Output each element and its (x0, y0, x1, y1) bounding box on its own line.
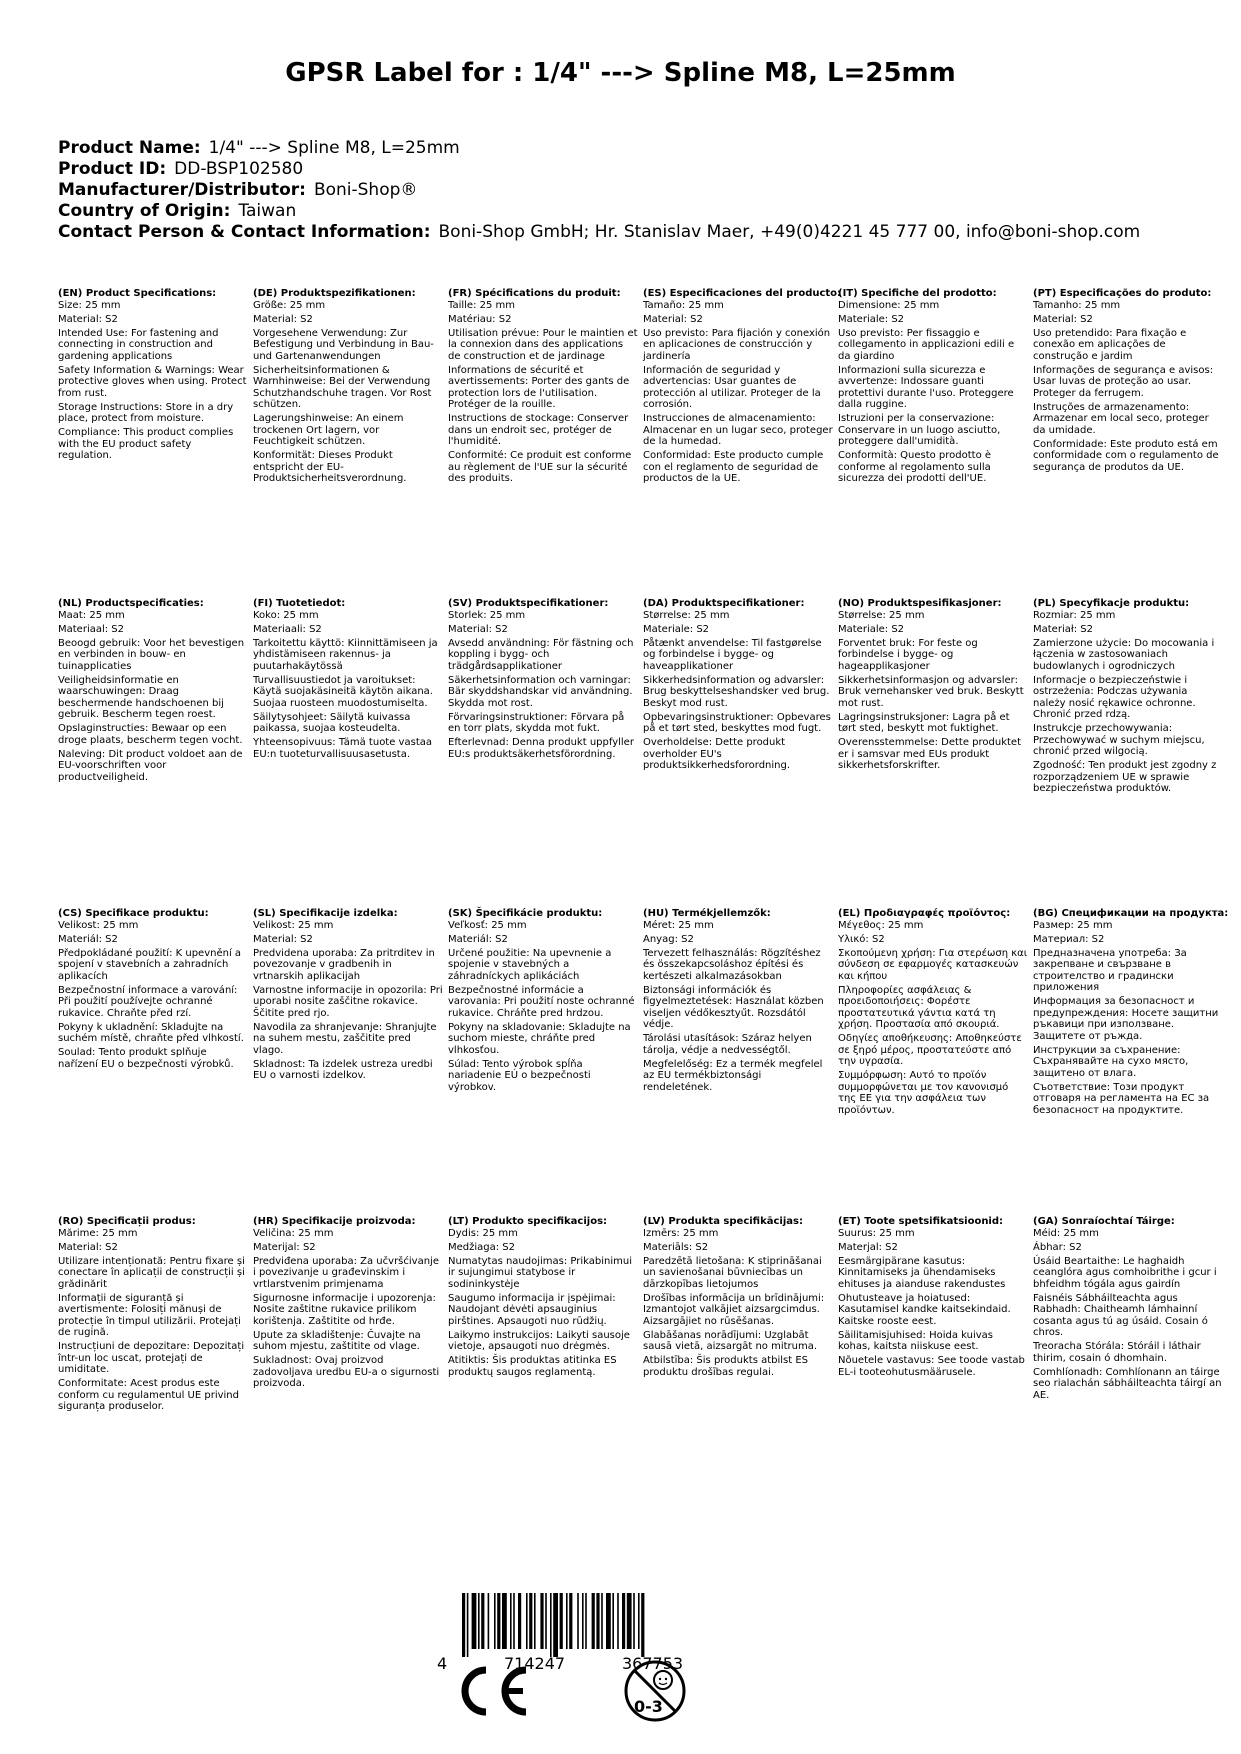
spec-line: Drošības informācija un brīdinājumi: Izmantojot valkājiet aizsargcimdus. Aizsargājiet no rūsēšanas. (643, 1292, 825, 1327)
spec-line: Instrucțiuni de depozitare: Depozitați într-un loc uscat, protejați de umiditate. (58, 1341, 245, 1375)
spec-line: Sikkerhedsinformation og advarsler: Brug beskyttelseshandsker ved brug. Beskyt mod rust. (643, 674, 830, 709)
spec-line: Predvidena uporaba: Za pritrditev in povezovanje v gradbenih in vrtnarskih aplikacijah (253, 947, 435, 982)
spec-line: Uso previsto: Para fijación y conexión en aplicaciones de construcción y jardinería (643, 327, 831, 362)
spec-line: Nõuetele vastavus: See toode vastab EL-i tooteohutusmäärusele. (838, 1355, 1025, 1378)
spec-line: Informacje o bezpieczeństwie i ostrzeżenia: Podczas używania należy nosić rękawice ochronne. Chronić przed rdzą. (1033, 674, 1196, 720)
spec-heading: (FR) Spécifications du produit: (448, 288, 621, 299)
spec-line: Materiál: S2 (448, 933, 508, 945)
spec-heading: (LT) Produkto specifikacijos: (448, 1216, 608, 1227)
spec-line: Conformité: Ce produit est conforme au règlement de l'UE sur la sécurité des produits. (448, 450, 632, 484)
spec-line: Предназначена употреба: За закрепване и свързване в строителство и градински приложения (1033, 947, 1187, 993)
spec-line: Atitiktis: Šis produktas atitinka ES produktų saugos reglamentą. (448, 1355, 617, 1378)
spec-block (448, 598, 638, 763)
spec-line: Faisnéis Sábháilteachta agus Rabhadh: Chaitheamh lámhainní cosanta agus tú ag úsáid. Cosain ó chros. (1033, 1292, 1208, 1338)
spec-line: Informations de sécurité et avertissements: Porter des gants de protection lors de l'utilisation. Protéger de la rouille. (448, 364, 630, 410)
spec-heading: (RO) Specificații produs: (58, 1216, 196, 1227)
spec-line: Sicherheitsinformationen & Warnhinweise: Bei der Verwendung Schutzhandschuhe tragen. Vor Rost schützen. (253, 364, 432, 410)
spec-line: Bezpečnostní informace a varování: Při použití používejte ochranné rukavice. Chraňte před rzí. (58, 984, 238, 1019)
spec-line: Veľkosť: 25 mm (448, 919, 527, 931)
spec-line: Koko: 25 mm (253, 609, 319, 621)
spec-line: Οδηγίες αποθήκευσης: Αποθηκεύστε σε ξηρό μέρος, προστατεύστε από την υγρασία. (838, 1033, 1022, 1067)
spec-line: Zamierzone użycie: Do mocowania i łączenia w zastosowaniach budowlanych i ogrodniczych (1033, 637, 1215, 672)
spec-line: Opbevaringsinstruktioner: Opbevares på et tørt sted, beskyttes mod fugt. (643, 711, 831, 734)
barcode (432, 1593, 740, 1673)
spec-block (1033, 1216, 1223, 1404)
spec-line: Suurus: 25 mm (838, 1227, 915, 1239)
spec-line: Zgodność: Ten produkt jest zgodny z rozporządzeniem UE w sprawie bezpieczeństwa produktów. (1033, 760, 1217, 794)
spec-line: Material: S2 (1033, 313, 1093, 325)
spec-heading: (IT) Specifiche del prodotto: (838, 288, 997, 299)
spec-line: Navodila za shranjevanje: Shranjujte na suhem mestu, zaščitite pred vlago. (253, 1021, 437, 1056)
spec-line: Treoracha Stórála: Stóráil i láthair thirim, cosain ó dhomhain. (1033, 1341, 1201, 1364)
spec-line: Anyag: S2 (643, 933, 694, 945)
spec-line: Varnostne informacije in opozorila: Pri uporabi nosite zaščitne rokavice. Ščitite pred rjo. (253, 984, 443, 1019)
spec-line: Méret: 25 mm (643, 919, 714, 931)
spec-line: Μέγεθος: 25 mm (838, 919, 924, 931)
spec-line: Materiale: S2 (838, 623, 905, 635)
spec-line: Forventet bruk: For feste og forbindelse i bygge- og hageapplikasjoner (838, 637, 978, 672)
spec-block (643, 288, 842, 487)
spec-line: Rozmiar: 25 mm (1033, 609, 1116, 621)
spec-line: Material: S2 (58, 313, 118, 325)
ce-mark-icon (450, 1664, 530, 1722)
spec-line: Инструкции за съхранение: Съхранявайте на сухо място, защитено от влага. (1033, 1044, 1189, 1079)
spec-line: Velikost: 25 mm (253, 919, 334, 931)
spec-line: Storlek: 25 mm (448, 609, 526, 621)
spec-line: Υλικό: S2 (838, 933, 885, 945)
spec-line: Predviđena uporaba: Za učvršćivanje i povezivanje u građevinskim i vrtlarstvenim primjenama (253, 1255, 439, 1290)
spec-block (448, 908, 638, 1096)
spec-line: Instructions de stockage: Conserver dans un endroit sec, protéger de l'humidité. (448, 413, 629, 447)
spec-line: Материал: S2 (1033, 933, 1105, 945)
spec-line: Tarkoitettu käyttö: Kiinnittämiseen ja yhdistämiseen rakennus- ja puutarhakäytössä (253, 637, 438, 672)
spec-line: Instrukcje przechowywania: Przechowywać w suchym miejscu, chronić przed wilgocią. (1033, 723, 1205, 757)
spec-block (448, 1216, 638, 1381)
spec-line: Conformidade: Este produto está em conformidade com o regulamento de segurança de produtos da UE. (1033, 438, 1219, 473)
spec-heading: (GA) Sonraíochtaí Táirge: (1033, 1216, 1175, 1227)
spec-line: Sikkerhetsinformasjon og advarsler: Bruk vernehansker ved bruk. Beskytt mot rust. (838, 674, 1024, 709)
spec-block (58, 908, 248, 1073)
spec-line: Materiale: S2 (643, 623, 710, 635)
barcode-left-digits: 714247 (504, 1654, 566, 1673)
spec-line: Ábhar: S2 (1033, 1241, 1082, 1253)
spec-line: Size: 25 mm (58, 299, 121, 311)
spec-block (58, 288, 248, 464)
spec-line: Dimensione: 25 mm (838, 299, 940, 311)
spec-line: Material: S2 (643, 313, 703, 325)
spec-block (58, 598, 248, 786)
spec-line: Předpokládané použití: K upevnění a spojení v stavebních a zahradních aplikacích (58, 947, 242, 982)
spec-line: Konformität: Dieses Produkt entspricht der EU-Produktsicherheitsverordnung. (253, 450, 407, 484)
info-product-name: Product Name: 1/4" ---> Spline M8, L=25mm (58, 138, 460, 158)
spec-line: Megfelelőség: Ez a termék megfelel az EU termékbiztonsági rendeletének. (643, 1058, 823, 1093)
spec-line: Numatytas naudojimas: Prikabinimui ir sujungimui statybose ir sodininkystėje (448, 1255, 633, 1290)
spec-heading: (FI) Tuotetiedot: (253, 598, 346, 609)
spec-line: Naleving: Dit product voldoet aan de EU-voorschriften voor productveiligheid. (58, 748, 243, 783)
spec-line: Tervezett felhasználás: Rögzítéshez és összekapcsoláshoz építési és kertészeti alkalmazásokban (643, 947, 821, 982)
info-manufacturer: Manufacturer/Distributor: Boni-Shop® (58, 180, 418, 200)
spec-heading: (HR) Specifikacije proizvoda: (253, 1216, 416, 1227)
barcode-right-digits: 367753 (622, 1654, 684, 1673)
spec-block (253, 598, 443, 763)
spec-line: Súlad: Tento výrobok spĺňa nariadenie EÚ o bezpečnosti výrobkov. (448, 1058, 591, 1093)
spec-block (1033, 598, 1223, 797)
spec-line: Overholdelse: Dette produkt overholder EU's produktsikkerhedsforordning. (643, 737, 791, 771)
spec-block (643, 598, 833, 774)
spec-line: Matériau: S2 (448, 313, 512, 325)
spec-line: Eesmärgipärane kasutus: Kinnitamiseks ja ühendamiseks ehituses ja aianduse rakendustes (838, 1255, 1006, 1290)
spec-line: Tamanho: 25 mm (1033, 299, 1121, 311)
spec-line: Materijal: S2 (253, 1241, 316, 1253)
spec-heading: (PT) Especificações do produto: (1033, 288, 1212, 299)
spec-line: Informații de siguranță și avertismente: Folosiți mănuși de protecție în timpul utilizării. Protejați de rugină. (58, 1292, 241, 1338)
spec-line: Intended Use: For fastening and connecting in construction and gardening applications (58, 327, 219, 362)
spec-line: Turvallisuustiedot ja varoitukset: Käytä suojakäsineitä käytön aikana. Suojaa ruosteen muodostumiselta. (253, 674, 433, 709)
spec-heading: (LV) Produkta specifikācijas: (643, 1216, 803, 1227)
spec-line: Istruzioni per la conservazione: Conservare in un luogo asciutto, proteggere dall'umidità. (838, 413, 1001, 447)
spec-line: Určené použitie: Na upevnenie a spojenie v stavebných a záhradníckych aplikáciách (448, 947, 612, 982)
spec-line: Dydis: 25 mm (448, 1227, 518, 1239)
spec-line: Izmērs: 25 mm (643, 1227, 719, 1239)
spec-line: Utilisation prévue: Pour le maintien et la connexion dans des applications de construction et de jardinage (448, 327, 638, 362)
spec-block (58, 1216, 248, 1415)
spec-line: Materiál: S2 (58, 933, 118, 945)
info-country-of-origin: Country of Origin: Taiwan (58, 201, 297, 221)
spec-line: Uso pretendido: Para fixação e conexão em aplicações de construção e jardim (1033, 327, 1187, 362)
age-label: 0-3 (634, 1697, 663, 1716)
spec-line: Skladnost: Ta izdelek ustreza uredbi EU o varnosti izdelkov. (253, 1058, 433, 1081)
spec-line: Conformità: Questo prodotto è conforme al regolamento sulla sicurezza dei prodotti dell'UE. (838, 450, 992, 484)
spec-line: Размер: 25 mm (1033, 919, 1113, 931)
spec-line: Materjal: S2 (838, 1241, 898, 1253)
spec-line: Materiāls: S2 (643, 1241, 709, 1253)
age-warning-0-3-icon (622, 1658, 688, 1728)
spec-heading: (SL) Specifikacije izdelka: (253, 908, 398, 919)
spec-line: Størrelse: 25 mm (643, 609, 730, 621)
spec-block (838, 598, 1028, 774)
spec-line: Glabāšanas norādījumi: Uzglabāt sausā vietā, aizsargāt no mitruma. (643, 1329, 818, 1352)
spec-line: Informações de segurança e avisos: Usar luvas de proteção ao usar. Proteger da ferrugem. (1033, 364, 1214, 399)
spec-line: Mărime: 25 mm (58, 1227, 138, 1239)
spec-line: Informazioni sulla sicurezza e avvertenze: Indossare guanti protettivi durante l'uso. Proteggere dalla ruggine. (838, 364, 1014, 410)
spec-line: Méid: 25 mm (1033, 1227, 1099, 1239)
spec-line: Säilitamisjuhised: Hoida kuivas kohas, kaitsta niiskuse eest. (838, 1329, 994, 1352)
spec-line: Conformidad: Este producto cumple con el reglamento de seguridad de productos de la UE. (643, 450, 824, 484)
spec-block (253, 908, 443, 1084)
spec-line: Laikymo instrukcijos: Laikyti sausoje vietoje, apsaugoti nuo drėgmės. (448, 1329, 630, 1352)
spec-line: Pokyny na skladovanie: Skladujte na suchom mieste, chráňte pred vlhkosťou. (448, 1021, 631, 1056)
spec-line: Instruções de armazenamento: Armazenar em local seco, proteger da umidade. (1033, 401, 1209, 436)
spec-line: Medžiaga: S2 (448, 1241, 516, 1253)
spec-block (448, 288, 638, 487)
spec-line: Größe: 25 mm (253, 299, 326, 311)
spec-line: Material: S2 (253, 313, 313, 325)
spec-heading: (BG) Спецификации на продукта: (1033, 908, 1229, 919)
spec-line: Lagringsinstruksjoner: Lagra på et tørt sted, beskytt mot fuktighet. (838, 711, 1010, 734)
spec-line: Pokyny k ukladnění: Skladujte na suchém místě, chraňte před vlhkostí. (58, 1021, 244, 1044)
spec-heading: (EL) Προδιαγραφές προϊόντος: (838, 908, 1011, 919)
spec-line: Sukladnost: Ovaj proizvod zadovoljava uredbu EU-a o sigurnosti proizvoda. (253, 1355, 440, 1389)
spec-block (1033, 908, 1229, 1119)
spec-heading: (PL) Specyfikacje produktu: (1033, 598, 1190, 609)
spec-block (838, 908, 1028, 1119)
spec-line: Информация за безопасност и предупреждения: Носете защитни ръкавици при използване. Защитете от ръжда. (1033, 996, 1219, 1042)
spec-line: Ohutusteave ja hoiatused: Kasutamisel kandke kaitsekindaid. Kaitske rooste eest. (838, 1292, 1011, 1327)
spec-line: Material: S2 (58, 1241, 118, 1253)
spec-line: Overensstemmelse: Dette produktet er i samsvar med EUs produkt sikkerhetsforskrifter. (838, 737, 1021, 771)
spec-line: Veiligheidsinformatie en waarschuwingen: Draag beschermende handschoenen bij gebruik. Bescherm tegen roest. (58, 674, 224, 720)
spec-line: Materiał: S2 (1033, 623, 1093, 635)
spec-line: Lagerungshinweise: An einem trockenen Ort lagern, vor Feuchtigkeit schützen. (253, 413, 404, 447)
spec-line: Yhteensopivuus: Tämä tuote vastaa EU:n tuoteturvallisuusasetusta. (253, 737, 432, 760)
spec-line: Съответствие: Този продукт отговаря на регламента на ЕС за безопасност на продуктите. (1033, 1081, 1210, 1116)
spec-line: Safety Information & Warnings: Wear protective gloves when using. Protect from rust. (58, 364, 247, 399)
spec-line: Información de seguridad y advertencias: Usar guantes de protección al utilizar. Proteger de la corrosión. (643, 364, 821, 410)
spec-line: Taille: 25 mm (448, 299, 516, 311)
spec-line: Πληροφορίες ασφάλειας & προειδοποιήσεις: Φορέστε προστατευτικά γάντια κατά τη χρήση. Προστασία από σκουριά. (838, 984, 1000, 1030)
spec-line: Úsáid Beartaithe: Le haghaidh ceanglóra agus comhoibrithe i gcur i bhfeidhm tógála agus gairdín (1033, 1255, 1217, 1290)
spec-block (838, 1216, 1028, 1381)
spec-block (643, 908, 833, 1096)
spec-line: Soulad: Tento produkt splňuje nařízení EU o bezpečnosti výrobků. (58, 1047, 234, 1070)
spec-line: Saugumo informacija ir įspėjimai: Naudojant dėvėti apsauginius pirštines. Apsaugoti nuo rūdžių. (448, 1292, 616, 1327)
spec-line: Conformitate: Acest produs este conform cu regulamentul UE privind siguranța produselor. (58, 1378, 239, 1412)
spec-heading: (NL) Productspecificaties: (58, 598, 204, 609)
spec-line: Utilizare intenționată: Pentru fixare și conectare în aplicații de construcții și grădinărit (58, 1255, 245, 1290)
spec-line: Sigurnosne informacije i upozorenja: Nosite zaštitne rukavice prilikom korištenja. Zaštitite od hrđe. (253, 1292, 436, 1327)
spec-line: Tárolási utasítások: Száraz helyen tárolja, védje a nedvességtől. (643, 1033, 812, 1056)
spec-heading: (ES) Especificaciones del producto: (643, 288, 842, 299)
spec-line: Compliance: This product complies with the EU product safety regulation. (58, 427, 234, 461)
spec-line: Instrucciones de almacenamiento: Almacenar en un lugar seco, proteger de la humedad. (643, 413, 833, 447)
spec-line: Förvaringsinstruktioner: Förvara på en torr plats, skydda mot fukt. (448, 711, 625, 734)
spec-line: Material: S2 (253, 933, 313, 945)
spec-heading: (SK) Špecifikácie produktu: (448, 908, 603, 919)
info-product-id: Product ID: DD-BSP102580 (58, 159, 304, 179)
spec-heading: (NO) Produktspesifikasjoner: (838, 598, 1002, 609)
spec-heading: (DE) Produktspezifikationen: (253, 288, 416, 299)
spec-line: Beoogd gebruik: Voor het bevestigen en verbinden in bouw- en tuinapplicaties (58, 637, 245, 672)
spec-line: Biztonsági információk és figyelmeztetések: Használat közben viseljen védőkesztyűt. Rozsdától védje. (643, 984, 824, 1030)
spec-line: Avsedd användning: För fästning och koppling i bygg- och trädgårdsapplikationer (448, 637, 634, 672)
spec-line: Atbilstība: Šis produkts atbilst ES produktu drošības regulai. (643, 1355, 809, 1378)
info-contact: Contact Person & Contact Information: Boni-Shop GmbH; Hr. Stanislav Maer, +49(0)4221 45 777 00, info@boni-shop.com (58, 222, 1141, 242)
spec-line: Materiaal: S2 (58, 623, 125, 635)
spec-heading: (CS) Specifikace produktu: (58, 908, 209, 919)
spec-line: Materiale: S2 (838, 313, 905, 325)
spec-line: Veličina: 25 mm (253, 1227, 334, 1239)
spec-line: Tamaño: 25 mm (643, 299, 724, 311)
spec-line: Comhlíonadh: Comhlíonann an táirge seo rialachán sábháilteachta táirgí an AE. (1033, 1366, 1222, 1401)
spec-line: Uso previsto: Per fissaggio e collegamento in applicazioni edili e da giardino (838, 327, 1015, 362)
page-title: GPSR Label for : 1/4" ---> Spline M8, L=25mm (285, 58, 956, 88)
spec-block (253, 288, 443, 487)
spec-heading: (ET) Toote spetsifikatsioonid: (838, 1216, 1004, 1227)
spec-block (1033, 288, 1223, 476)
barcode-bars-icon (462, 1593, 710, 1657)
spec-line: Efterlevnad: Denna produkt uppfyller EU:s produktsäkerhetsförordning. (448, 737, 634, 760)
spec-line: Påtænkt anvendelse: Til fastgørelse og forbindelse i bygge- og haveapplikationer (643, 637, 822, 672)
spec-line: Säkerhetsinformation och varningar: Bär skyddshandskar vid användning. Skydda mot rost. (448, 674, 633, 709)
spec-heading: (EN) Product Specifications: (58, 288, 217, 299)
spec-line: Storage Instructions: Store in a dry place, protect from moisture. (58, 401, 234, 424)
spec-line: Størrelse: 25 mm (838, 609, 925, 621)
product-info (58, 138, 1198, 243)
spec-line: Materiaali: S2 (253, 623, 322, 635)
spec-line: Opslaginstructies: Bewaar op een droge plaats, bescherm tegen vocht. (58, 723, 243, 746)
spec-heading: (HU) Termékjellemzők: (643, 908, 771, 919)
spec-block (838, 288, 1028, 487)
spec-line: Vorgesehene Verwendung: Zur Befestigung und Verbindung in Bau- und Gartenanwendungen (253, 327, 434, 362)
barcode-first-digit: 4 (437, 1654, 448, 1673)
spec-line: Material: S2 (448, 623, 508, 635)
spec-line: Säilytysohjeet: Säilytä kuivassa paikassa, suojaa kosteudelta. (253, 711, 411, 734)
spec-line: Σκοπούμενη χρήση: Για στερέωση και σύνδεση σε εφαρμογές κατασκευών και κήπου (838, 947, 1028, 982)
spec-heading: (SV) Produktspecifikationer: (448, 598, 609, 609)
spec-line: Maat: 25 mm (58, 609, 125, 621)
spec-heading: (DA) Produktspecifikationer: (643, 598, 805, 609)
spec-block (643, 1216, 833, 1381)
spec-block (253, 1216, 443, 1392)
spec-line: Velikost: 25 mm (58, 919, 139, 931)
spec-line: Upute za skladištenje: Čuvajte na suhom mjestu, zaštitite od vlage. (253, 1329, 421, 1352)
spec-line: Paredzētā lietošana: K stiprināšanai un savienošanai būvniecības un dārzkopības lietojumos (643, 1255, 822, 1290)
spec-line: Συμμόρφωση: Αυτό το προϊόν συμμορφώνεται με τον κανονισμό της ΕΕ για την ασφάλεια των προϊόντων. (838, 1070, 1009, 1116)
spec-line: Bezpečnostné informácie a varovania: Pri použití noste ochranné rukavice. Chráňte pred hrdzou. (448, 984, 635, 1019)
